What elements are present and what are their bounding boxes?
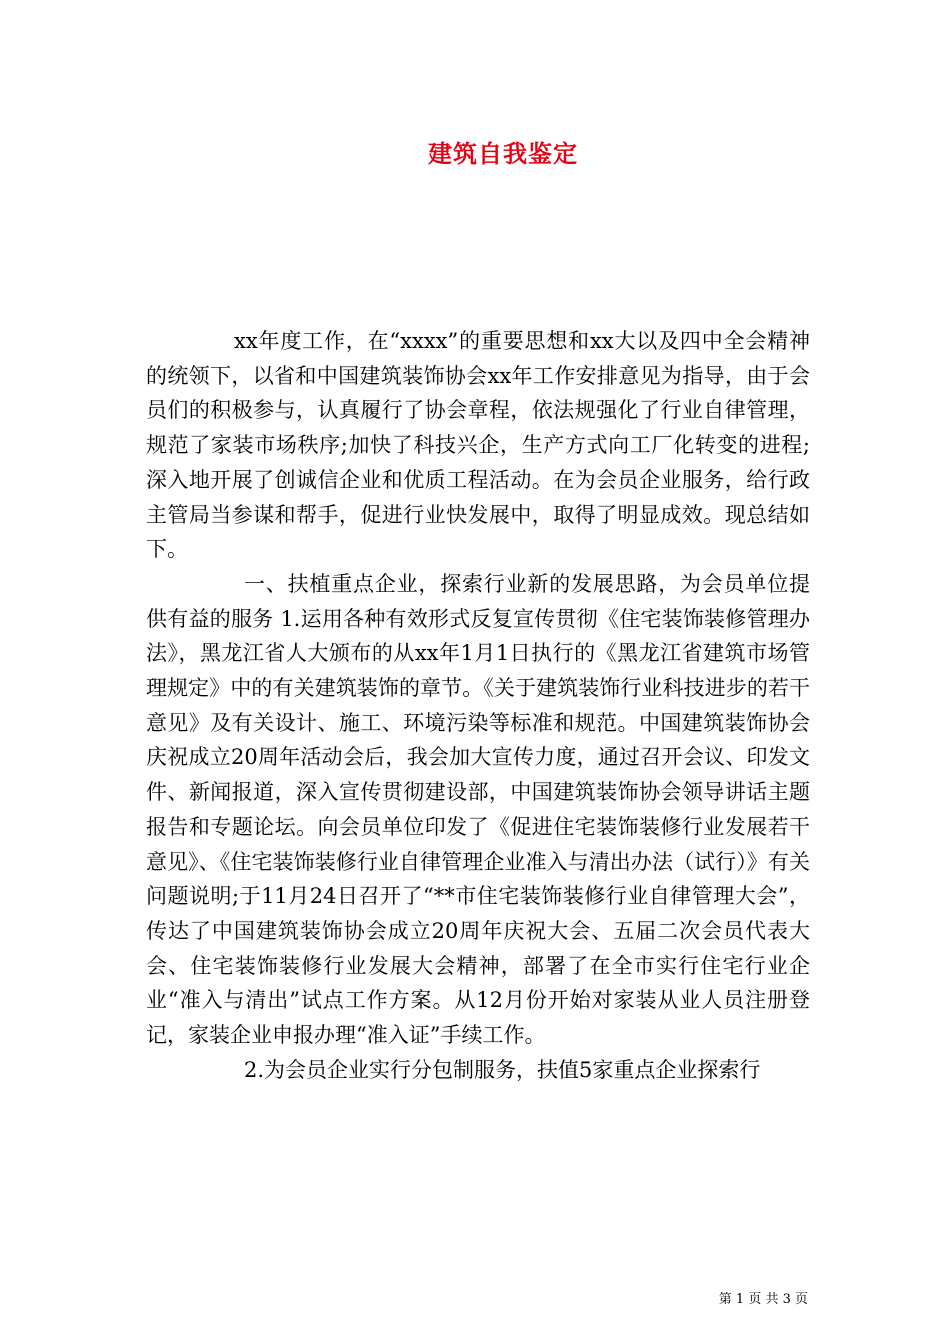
document-title: 建筑自我鉴定 [428,139,578,168]
paragraph-section-one: 一、扶植重点企业，探索行业新的发展思路，为会员单位提供有益的服务 1.运用各种有效形式反复宣传贯彻《住宅装饰装修管理办法》，黑龙江省人大颁布的从xx年1月1日执行的《黑龙江省建筑市场管理规定》中的有关建筑装饰的章节。《关于建筑装饰行业科技进步的若干意见》及有关设计、施工、环境污染等标准和规范。中国建筑装饰协会庆祝成立20周年活动会后，我会加大宣传力度，通过召开会议、印发文件、新闻报道，深入宣传贯彻建设部，中国建筑装饰协会领导讲话主题报告和专题论坛。向会员单位印发了《促进住宅装饰装修行业发展若干意见》、《住宅装饰装修行业自律管理企业准入与清出办法（试行）》有关问题说明;于11月24日召开了“**市住宅装饰装修行业自律管理大会”，传达了中国建筑装饰协会成立20周年庆祝大会、五届二次会员代表大会、住宅装饰装修行业发展大会精神，部署了在全市实行住宅行业企业“准入与清出”试点工作方案。从12月份开始对家装从业人员注册登记，家装企业申报办理“准入证”手续工作。 [146,571,810,1048]
paragraph-intro: xx年度工作，在“xxxx”的重要思想和xx大以及四中全会精神的统领下，以省和中国建筑装饰协会xx年工作安排意见为指导，由于会员们的积极参与，认真履行了协会章程，依法规强化了行业自律管理，规范了家装市场秩序;加快了科技兴企，生产方式向工厂化转变的进程;深入地开展了创诚信企业和优质工程活动。在为会员企业服务，给行政主管局当参谋和帮手，促进行业快发展中，取得了明显成效。现总结如下。 [146,329,810,562]
document-body [146,324,810,1087]
paragraph-item-two: 2.为会员企业实行分包制服务，扶值5家重点企业探索行 [244,1057,761,1082]
page-number-footer: 第 1 页 共 3 页 [718,1292,808,1307]
